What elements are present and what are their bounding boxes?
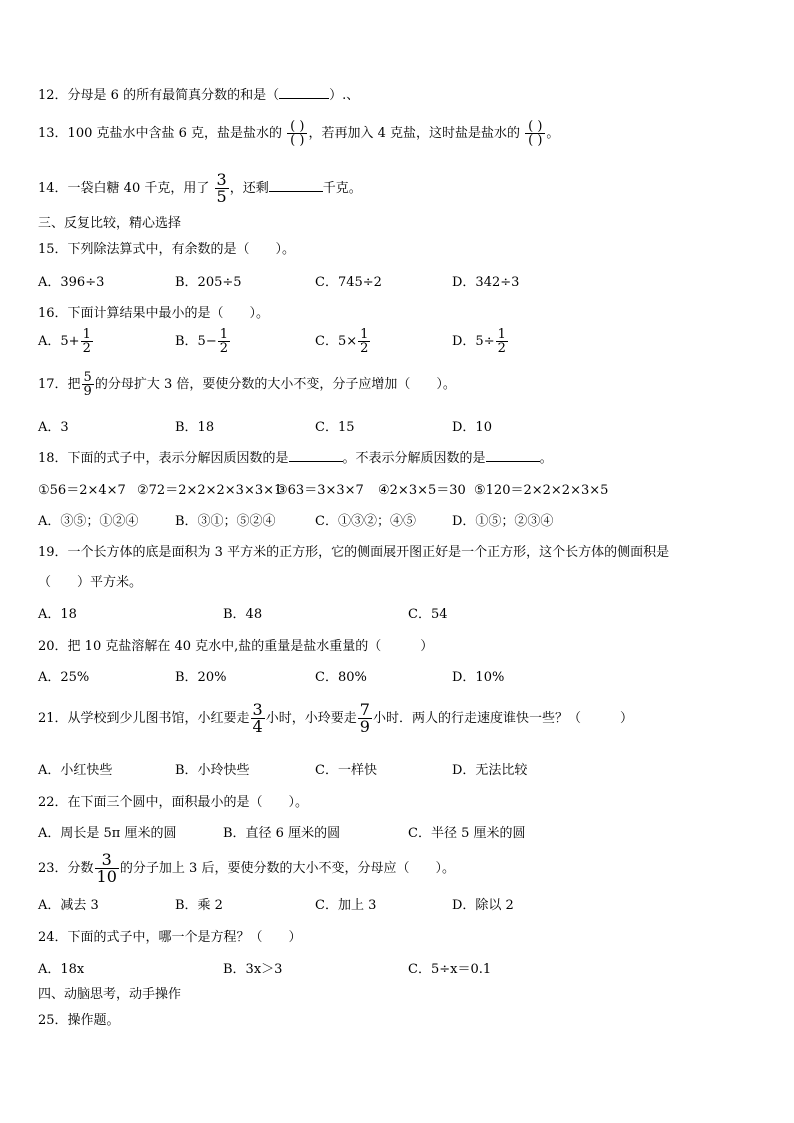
option-a[interactable]: A．5+ $\frac{1}{2}$: [38, 327, 91, 356]
fraction: $\frac{3}{5}$: [216, 170, 227, 206]
option-c[interactable]: C．5÷x＝0.1: [408, 962, 492, 977]
option-b[interactable]: B．5− $\frac{1}{2}$: [175, 327, 228, 356]
option-b[interactable]: B．3x＞3: [223, 962, 283, 977]
question-21: 21．从学校到少儿图书馆，小红要走 $\frac{3}{4}$ 小时，小玲要走 $\frac{7}{9}$ 小时．两人的行走速度谁快一些？（ ）: [38, 700, 633, 736]
question-15: 15．下列除法算式中，有余数的是（ ）。: [38, 242, 296, 257]
expression-item: ④2×3×5＝30: [378, 483, 466, 498]
option-c[interactable]: C．745÷2: [315, 275, 382, 290]
question-22: 22．在下面三个圆中，面积最小的是（ ）。: [38, 795, 309, 810]
question-17: 17．把 $\frac{5}{9}$ 的分母扩大 3 倍，要使分数的大小不变，分子应增加（ ）。: [38, 370, 456, 399]
option-b[interactable]: B．48: [223, 607, 263, 622]
option-a[interactable]: A．③⑤；①②④: [38, 514, 139, 529]
option-d[interactable]: D．342÷3: [452, 275, 520, 290]
option-a[interactable]: A．18x: [38, 962, 85, 977]
question-12: 12．分母是 6 的所有最简真分数的和是（ ）.、: [38, 88, 360, 103]
option-c[interactable]: C．15: [315, 420, 355, 435]
option-a[interactable]: A．周长是 5π 厘米的圆: [38, 826, 177, 841]
section-heading: 四、动脑思考，动手操作: [38, 987, 182, 1002]
answer-blank[interactable]: [269, 179, 323, 192]
answer-blank[interactable]: [289, 449, 343, 462]
option-d[interactable]: D．10%: [452, 670, 505, 685]
option-b[interactable]: B．20%: [175, 670, 227, 685]
option-d[interactable]: D．10: [452, 420, 492, 435]
answer-blank[interactable]: [279, 86, 329, 99]
option-c[interactable]: C．80%: [315, 670, 367, 685]
question-23: 23．分数 $\frac{3}{10}$ 的分子加上 3 后，要使分数的大小不变，分母应（ ）。: [38, 850, 455, 886]
option-c[interactable]: C．54: [408, 607, 448, 622]
section-heading: 三、反复比较，精心选择: [38, 216, 182, 231]
question-25: 25．操作题。: [38, 1013, 120, 1028]
question-19-cont: （ ）平方米。: [38, 575, 143, 590]
question-18: 18．下面的式子中，表示分解因质因数的是 。不表示分解质因数的是 。: [38, 451, 553, 466]
expression-item: ⑤120＝2×2×2×3×5: [474, 483, 609, 498]
option-b[interactable]: B．③①；⑤②④: [175, 514, 276, 529]
question-24: 24．下面的式子中，哪一个是方程？（ ）: [38, 930, 302, 945]
option-a[interactable]: A．396÷3: [38, 275, 105, 290]
expression-item: ③63＝3×3×7: [276, 483, 364, 498]
question-14: 14．一袋白糖 40 千克，用了 $\frac{3}{5}$ ，还剩 千克。: [38, 170, 362, 206]
option-a[interactable]: A．18: [38, 607, 77, 622]
expression-item: ②72＝2×2×2×3×3×1: [137, 483, 283, 498]
answer-blank[interactable]: [486, 449, 540, 462]
option-d[interactable]: D．无法比较: [452, 763, 528, 778]
option-b[interactable]: B．直径 6 厘米的圆: [223, 826, 341, 841]
question-13: 13．100 克盐水中含盐 6 克，盐是盐水的 $\frac{( )}{( )}$ ，若再加入 4 克盐，这时盐是盐水的 $\frac{( )}{( )}$ 。: [38, 119, 560, 148]
option-a[interactable]: A．减去 3: [38, 898, 99, 913]
option-c[interactable]: C．①③②；④⑤: [315, 514, 416, 529]
option-b[interactable]: B．小玲快些: [175, 763, 250, 778]
option-b[interactable]: B．乘 2: [175, 898, 223, 913]
option-c[interactable]: C．半径 5 厘米的圆: [408, 826, 526, 841]
option-a[interactable]: A．25%: [38, 670, 90, 685]
option-d[interactable]: D．①⑤；②③④: [452, 514, 554, 529]
fraction-blank[interactable]: $\frac{( )}{( )}$: [525, 120, 545, 147]
fraction-blank[interactable]: $\frac{( )}{( )}$: [287, 120, 307, 147]
option-d[interactable]: D．除以 2: [452, 898, 514, 913]
option-b[interactable]: B．18: [175, 420, 215, 435]
question-16: 16．下面计算结果中最小的是（ ）。: [38, 306, 270, 321]
option-a[interactable]: A．小红快些: [38, 763, 113, 778]
option-b[interactable]: B．205÷5: [175, 275, 242, 290]
option-a[interactable]: A．3: [38, 420, 69, 435]
option-c[interactable]: C．一样快: [315, 763, 377, 778]
question-19: 19．一个长方体的底是面积为 3 平方米的正方形，它的侧面展开图正好是一个正方形，这个长方体的侧面积是: [38, 545, 670, 560]
option-c[interactable]: C．5× $\frac{1}{2}$: [315, 327, 369, 356]
question-20: 20．把 10 克盐溶解在 40 克水中,盐的重量是盐水重量的（ ）: [38, 639, 434, 654]
expression-item: ①56＝2×4×7: [38, 483, 126, 498]
option-d[interactable]: D．5÷ $\frac{1}{2}$: [452, 327, 506, 356]
option-c[interactable]: C．加上 3: [315, 898, 377, 913]
